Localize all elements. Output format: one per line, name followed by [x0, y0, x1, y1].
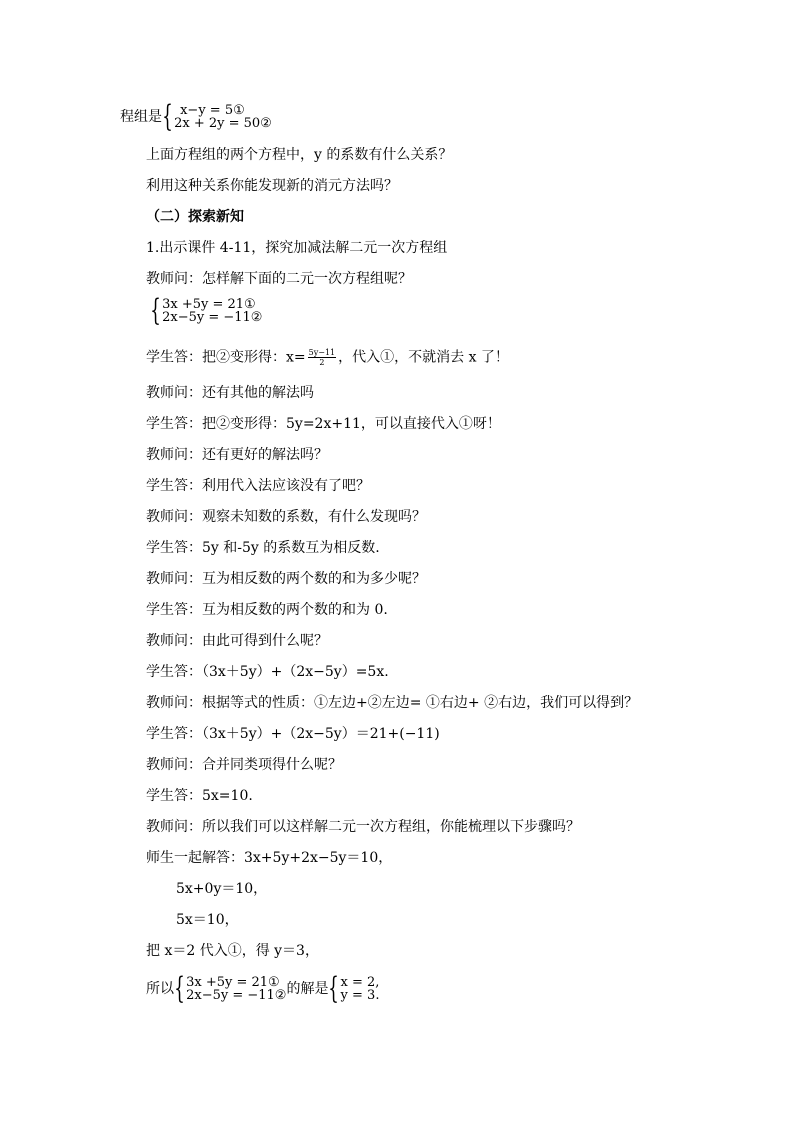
paragraph: 学生答：5x=10. [146, 788, 253, 804]
paragraph: 学生答：把②变形得：5y=2x+11，可以直接代入①呀！ [146, 416, 501, 432]
text: 学生答：把②变形得：x= [146, 349, 306, 366]
paragraph: 学生答：（3x＋5y）+（2x−5y）=5x. [146, 664, 389, 680]
paragraph: 教师问：合并同类项得什么呢？ [146, 757, 342, 773]
solution-line [146, 971, 380, 1006]
fraction-numerator: 5y−11 [308, 348, 336, 357]
solution-equation: y = 3. [340, 988, 380, 1003]
paragraph-with-fraction [146, 348, 509, 367]
paragraph: 师生一起解答：3x+5y+2x−5y＝10， [146, 850, 393, 866]
text-prefix: 程组是 [120, 109, 162, 125]
equation: 2x + 2y = 50② [174, 116, 272, 131]
text: 的解是 [286, 981, 329, 997]
paragraph: 学生答：利用代入法应该没有了吧？ [146, 478, 370, 494]
paragraph: 教师问：还有其他的解法吗 [146, 385, 314, 401]
system-line-intro [120, 99, 272, 134]
text-prefix: 所以 [146, 981, 174, 997]
solution-system [328, 971, 380, 1006]
brace-symbol: { [150, 293, 161, 328]
paragraph: 1.出示课件 4-11，探究加减法解二元一次方程组 [146, 240, 448, 256]
brace-symbol: { [174, 971, 185, 1006]
paragraph: 5x+0y＝10， [176, 881, 268, 897]
equation-system-2 [150, 293, 263, 328]
paragraph: 教师问：由此可得到什么呢？ [146, 633, 328, 649]
equation-system-1 [162, 99, 272, 134]
fraction [308, 348, 337, 367]
equation: x−y = 5① [180, 103, 245, 118]
brace-symbol: { [328, 971, 340, 1006]
fraction-denominator: 2 [319, 358, 325, 367]
section-heading: （二）探索新知 [146, 209, 244, 225]
paragraph: 5x＝10， [176, 912, 239, 928]
paragraph: 教师问：观察未知数的系数，有什么发现吗？ [146, 509, 426, 525]
equation: 2x−5y = −11② [186, 988, 287, 1003]
paragraph: 把 x＝2 代入①，得 y＝3， [146, 943, 319, 959]
equation: 3x +5y = 21① [186, 975, 280, 990]
brace-symbol: { [162, 99, 173, 134]
paragraph: 教师问：根据等式的性质：①左边+②左边= ①右边+ ②右边，我们可以得到？ [146, 695, 639, 711]
paragraph: 学生答：互为相反数的两个数的和为 0. [146, 602, 388, 618]
paragraph: 学生答：（3x＋5y）+（2x−5y）＝21+(−11) [146, 726, 440, 742]
paragraph: 学生答：5y 和-5y 的系数互为相反数. [146, 540, 380, 556]
text: ，代入①，不就消去 x 了！ [338, 349, 509, 366]
paragraph: 教师问：还有更好的解法吗？ [146, 447, 328, 463]
solution-equation: x = 2, [340, 975, 380, 990]
paragraph: 教师问：互为相反数的两个数的和为多少呢？ [146, 571, 426, 587]
equation: 3x +5y = 21① [162, 297, 256, 312]
paragraph: 教师问：怎样解下面的二元一次方程组呢？ [146, 271, 412, 287]
equation: 2x−5y = −11② [162, 310, 263, 325]
paragraph: 上面方程组的两个方程中，y 的系数有什么关系？ [146, 147, 453, 163]
equation-system-3 [174, 971, 287, 1006]
paragraph: 教师问：所以我们可以这样解二元一次方程组，你能梳理以下步骤吗？ [146, 819, 580, 835]
paragraph: 利用这种关系你能发现新的消元方法吗？ [146, 178, 398, 194]
